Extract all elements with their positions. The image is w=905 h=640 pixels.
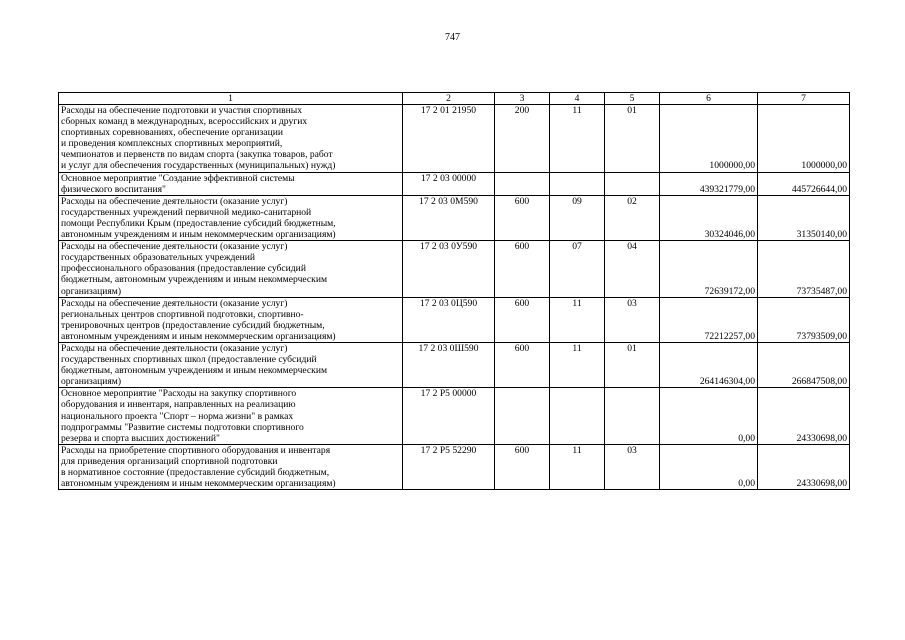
row-section: 09 [550, 195, 605, 240]
row-expense-type: 600 [495, 444, 550, 489]
table-row [59, 297, 850, 342]
row-section [550, 388, 605, 444]
row-target-code: 17 2 03 0Ш590 [403, 342, 495, 387]
row-section: 11 [550, 342, 605, 387]
table-row [59, 342, 850, 387]
row-amount-year-1: 72212257,00 [660, 297, 758, 342]
row-amount-year-1: 0,00 [660, 388, 758, 444]
row-description: Расходы на обеспечение подготовки и участия спортивных сборных команд в международных, всероссийских и других спортивных соревнованиях, обеспечение организации и проведения комплексных спортивных мероприятий, чемпионатов и первенств по видам спорта (закупка товаров, работ и услуг для обеспечения государственных (муниципальных) нужд) [59, 105, 403, 173]
row-description: Расходы на обеспечение деятельности (оказание услуг) государственных спортивных школ (предоставление субсидий бюджетным, автономным учреждениям и иным некоммерческим организациям) [59, 342, 403, 387]
row-subsection [605, 388, 660, 444]
table-row [59, 388, 850, 444]
row-expense-type [495, 172, 550, 195]
page-number: 747 [445, 32, 460, 43]
table-row [59, 241, 850, 297]
row-description: Расходы на обеспечение деятельности (оказание услуг) государственных образовательных учреждений профессионального образования (предоставление субсидий бюджетным, автономным учреждениям и иным некоммерческим организациям) [59, 241, 403, 297]
table-row [59, 105, 850, 173]
row-target-code: 17 2 01 21950 [403, 105, 495, 173]
row-section: 11 [550, 105, 605, 173]
row-target-code: 17 2 03 0У590 [403, 241, 495, 297]
row-description: Основное мероприятие "Создание эффективной системы физического воспитания" [59, 172, 403, 195]
row-description: Расходы на приобретение спортивного оборудования и инвентаря для приведения организаций спортивной подготовки в нормативное состояние (предоставление субсидий бюджетным, автономным учреждениям и иным некоммерческим организациям) [59, 444, 403, 489]
row-target-code: 17 2 Р5 00000 [403, 388, 495, 444]
row-subsection: 01 [605, 342, 660, 387]
row-expense-type: 600 [495, 297, 550, 342]
header-cell: 6 [660, 93, 758, 105]
row-section: 11 [550, 297, 605, 342]
row-amount-year-1: 72639172,00 [660, 241, 758, 297]
row-expense-type: 600 [495, 241, 550, 297]
header-cell: 1 [59, 93, 403, 105]
table-header-row [59, 93, 850, 105]
row-target-code: 17 2 03 00000 [403, 172, 495, 195]
row-subsection: 02 [605, 195, 660, 240]
row-amount-year-1: 1000000,00 [660, 105, 758, 173]
row-description: Расходы на обеспечение деятельности (оказание услуг) государственных учреждений первичной медико-санитарной помощи Республики Крым (предоставление субсидий бюджетным, автономным учреждениям и иным некоммерческим организациям) [59, 195, 403, 240]
table-row [59, 444, 850, 489]
budget-table [58, 92, 850, 490]
row-amount-year-2: 24330698,00 [758, 388, 850, 444]
row-amount-year-1: 264146304,00 [660, 342, 758, 387]
row-amount-year-2: 1000000,00 [758, 105, 850, 173]
row-amount-year-1: 30324046,00 [660, 195, 758, 240]
row-target-code: 17 2 03 0М590 [403, 195, 495, 240]
row-amount-year-2: 445726644,00 [758, 172, 850, 195]
row-expense-type: 600 [495, 342, 550, 387]
row-subsection [605, 172, 660, 195]
row-amount-year-1: 0,00 [660, 444, 758, 489]
row-section [550, 172, 605, 195]
row-amount-year-2: 73793509,00 [758, 297, 850, 342]
row-section: 11 [550, 444, 605, 489]
row-amount-year-2: 24330698,00 [758, 444, 850, 489]
row-subsection: 03 [605, 297, 660, 342]
table-row [59, 172, 850, 195]
row-subsection: 04 [605, 241, 660, 297]
row-expense-type: 600 [495, 195, 550, 240]
header-cell: 2 [403, 93, 495, 105]
row-description: Расходы на обеспечение деятельности (оказание услуг) региональных центров спортивной подготовки, спортивно- тренировочных центров (предоставление субсидий бюджетным, автономным учреждениям и иным некоммерческим организациям) [59, 297, 403, 342]
row-target-code: 17 2 03 0Ц590 [403, 297, 495, 342]
row-amount-year-2: 31350140,00 [758, 195, 850, 240]
header-cell: 4 [550, 93, 605, 105]
row-expense-type: 200 [495, 105, 550, 173]
header-cell: 7 [758, 93, 850, 105]
row-amount-year-1: 439321779,00 [660, 172, 758, 195]
row-amount-year-2: 73735487,00 [758, 241, 850, 297]
row-target-code: 17 2 Р5 52290 [403, 444, 495, 489]
row-subsection: 01 [605, 105, 660, 173]
row-amount-year-2: 266847508,00 [758, 342, 850, 387]
row-description: Основное мероприятие "Расходы на закупку спортивного оборудования и инвентаря, направленных на реализацию национального проекта "Спорт – норма жизни" в рамках подпрограммы "Развитие системы подготовки спортивного резерва и спорта высших достижений" [59, 388, 403, 444]
table-row [59, 195, 850, 240]
row-section: 07 [550, 241, 605, 297]
header-cell: 3 [495, 93, 550, 105]
header-cell: 5 [605, 93, 660, 105]
row-expense-type [495, 388, 550, 444]
row-subsection: 03 [605, 444, 660, 489]
